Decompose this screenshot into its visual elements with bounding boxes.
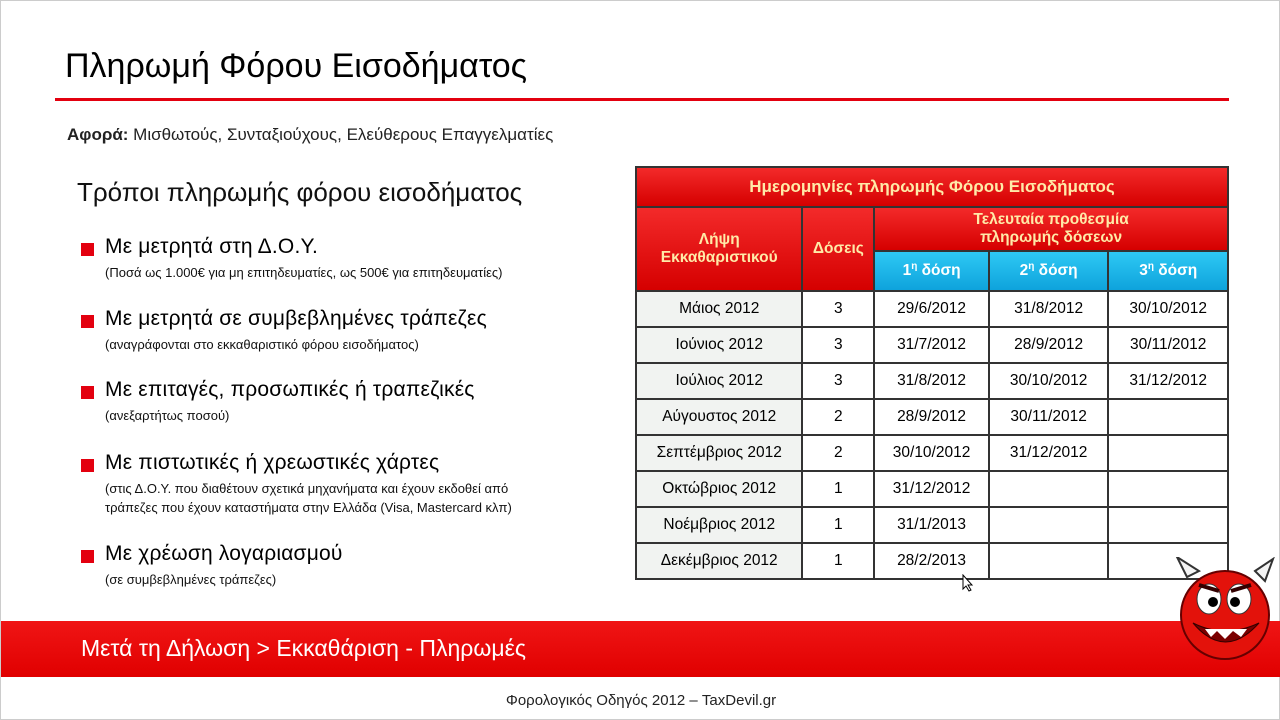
- method-main: Με μετρητά στη Δ.Ο.Υ.: [105, 235, 319, 258]
- header-doses: Δόσεις: [802, 207, 874, 291]
- table-cell: [1108, 435, 1228, 471]
- table-cell: 31/12/2012: [1108, 363, 1228, 399]
- bullet-icon: [81, 550, 94, 563]
- table-cell: Σεπτέμβριος 2012: [636, 435, 802, 471]
- table-cell: 3: [802, 291, 874, 327]
- devil-mascot-icon: [1169, 557, 1280, 667]
- table-cell: Ιούλιος 2012: [636, 363, 802, 399]
- table-cell: 31/12/2012: [989, 435, 1109, 471]
- table-cell: 1: [802, 543, 874, 579]
- page-title: Πληρωμή Φόρου Εισοδήματος: [65, 47, 528, 85]
- concerns-label: Αφορά:: [67, 125, 129, 144]
- table-row: [636, 327, 1228, 363]
- table-row: [636, 435, 1228, 471]
- table-cell: 28/9/2012: [989, 327, 1109, 363]
- table-cell: Μάιος 2012: [636, 291, 802, 327]
- table-title: Ημερομηνίες πληρωμής Φόρου Εισοδήματος: [636, 167, 1228, 207]
- table-cell: 1: [802, 507, 874, 543]
- table-cell: [989, 471, 1109, 507]
- table-cell: 30/10/2012: [989, 363, 1109, 399]
- payment-dates-table: [635, 166, 1229, 580]
- table-cell: [1108, 471, 1228, 507]
- table-cell: 30/11/2012: [1108, 327, 1228, 363]
- table-cell: 3: [802, 327, 874, 363]
- header-receipt: Λήψη Εκκαθαριστικού: [636, 207, 802, 291]
- header-deadline: Τελευταία προθεσμία πληρωμής δόσεων: [874, 207, 1228, 251]
- table-row: [636, 507, 1228, 543]
- table-cell: 29/6/2012: [874, 291, 989, 327]
- table-cell: 2: [802, 399, 874, 435]
- table-cell: Ιούνιος 2012: [636, 327, 802, 363]
- table-cell: 30/10/2012: [1108, 291, 1228, 327]
- table-cell: 31/8/2012: [989, 291, 1109, 327]
- table-cell: 2: [802, 435, 874, 471]
- footer-text: Φορολογικός Οδηγός 2012 – TaxDevil.gr: [505, 692, 777, 709]
- method-main: Με επιταγές, προσωπικές ή τραπεζικές: [105, 378, 475, 401]
- method-sub: (στις Δ.Ο.Υ. που διαθέτουν σχετικά μηχανήματα και έχουν εκδοθεί από: [105, 481, 509, 496]
- bullet-icon: [81, 315, 94, 328]
- concerns-line: [67, 125, 553, 145]
- table-cell: Αύγουστος 2012: [636, 399, 802, 435]
- table-row: [636, 363, 1228, 399]
- method-sub: (σε συμβεβλημένες τράπεζες): [105, 572, 277, 587]
- header-installment-1: $1^\eta$ δόση: [874, 251, 989, 291]
- table-cell: 1: [802, 471, 874, 507]
- table-cell: Νοέμβριος 2012: [636, 507, 802, 543]
- table-cell: 31/12/2012: [874, 471, 989, 507]
- table-cell: 31/1/2013: [874, 507, 989, 543]
- table-row: [636, 471, 1228, 507]
- method-sub: (Ποσά ως 1.000€ για μη επιτηδευματίες, ως 500€ για επιτηδευματίες): [105, 265, 503, 280]
- table-cell: [1108, 507, 1228, 543]
- title-divider: [55, 98, 1229, 101]
- method-main: Με χρέωση λογαριασμού: [105, 542, 343, 565]
- table-cell: [1108, 399, 1228, 435]
- table-cell: 28/9/2012: [874, 399, 989, 435]
- table-row: [636, 291, 1228, 327]
- table-cell: 28/2/2013: [874, 543, 989, 579]
- table-cell: Δεκέμβριος 2012: [636, 543, 802, 579]
- method-sub: (αναγράφονται στο εκκαθαριστικό φόρου εισοδήματος): [105, 337, 419, 352]
- table-cell: [989, 543, 1109, 579]
- mouse-cursor-icon: [962, 574, 974, 592]
- method-main: Με πιστωτικές ή χρεωστικές χάρτες: [105, 451, 440, 474]
- table-cell: 30/10/2012: [874, 435, 989, 471]
- table-row: [636, 399, 1228, 435]
- table-cell: 31/7/2012: [874, 327, 989, 363]
- bullet-icon: [81, 243, 94, 256]
- method-main: Με μετρητά σε συμβεβλημένες τράπεζες: [105, 307, 487, 330]
- method-sub: τράπεζες που έχουν καταστήματα στην Ελλάδα (Visa, Mastercard κλπ): [105, 500, 512, 515]
- table-cell: [989, 507, 1109, 543]
- table-cell: 3: [802, 363, 874, 399]
- table-cell: 30/11/2012: [989, 399, 1109, 435]
- header-installment-2: $2^\eta$ δόση: [989, 251, 1109, 291]
- bullet-icon: [81, 459, 94, 472]
- bullet-icon: [81, 386, 94, 399]
- table-row: [636, 543, 1228, 579]
- table-cell: Οκτώβριος 2012: [636, 471, 802, 507]
- table-cell: 31/8/2012: [874, 363, 989, 399]
- method-sub: (ανεξαρτήτως ποσού): [105, 408, 230, 423]
- header-installment-3: $3^\eta$ δόση: [1108, 251, 1228, 291]
- section-breadcrumb: Μετά τη Δήλωση > Εκκαθάριση - Πληρωμές: [81, 635, 526, 661]
- concerns-text: Μισθωτούς, Συνταξιούχους, Ελεύθερους Επαγγελματίες: [128, 125, 554, 144]
- methods-title: Τρόποι πληρωμής φόρου εισοδήματος: [77, 177, 523, 207]
